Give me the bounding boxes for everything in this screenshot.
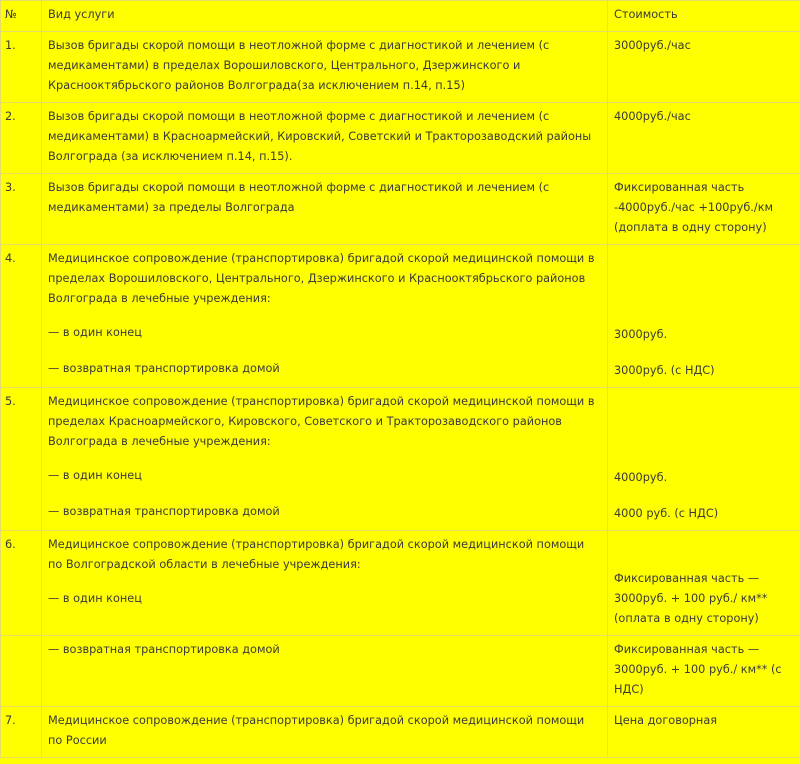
table-row	[1, 636, 800, 707]
row-num: 7.	[1, 707, 42, 758]
table-row	[1, 388, 800, 531]
row-price: Фиксированная часть — 3000руб. + 100 руб./ км** (с НДС)	[608, 636, 800, 707]
row-service	[42, 245, 608, 388]
row-service: Вызов бригады скорой помощи в неотложной форме с диагностикой и лечением (с медикаментами) в пределах Ворошиловского, Центрального, Дзержинского и Краснооктябрьского районов Волгограда(за исключением п.14, п.15)	[42, 32, 608, 103]
row-service: Вызов бригады скорой помощи в неотложной форме с диагностикой и лечением (с медикаментами) за пределы Волгограда	[42, 174, 608, 245]
row-num: 5.	[1, 388, 42, 531]
row-price-one-way: 3000руб.	[614, 328, 668, 341]
row-service: Вызов бригады скорой помощи в неотложной форме с диагностикой и лечением (с медикаментами) в Красноармейский, Кировский, Советский и Тракторозаводский районы Волгограда (за исключением п.14, п.15).	[42, 103, 608, 174]
table-header-row	[1, 1, 800, 32]
row-price: Цена договорная	[608, 707, 800, 758]
header-num: №	[1, 1, 42, 32]
row-service	[42, 388, 608, 531]
row-price-return: 4000 руб. (с НДС)	[614, 507, 719, 520]
row-price	[608, 388, 800, 531]
row-num: 1.	[1, 32, 42, 103]
row-price: Фиксированная часть -4000руб./час +100руб./км (доплата в одну сторону)	[608, 174, 800, 245]
table-row	[1, 174, 800, 245]
row-sub-return: — возвратная транспортировка домой	[48, 505, 280, 518]
row-sub-one-way: — в один конец	[48, 326, 142, 339]
row-price	[608, 245, 800, 388]
row-price-one-way: Фиксированная часть — 3000руб. + 100 руб./ км** (оплата в одну сторону)	[614, 572, 768, 625]
row-service: — возвратная транспортировка домой	[42, 636, 608, 707]
header-price: Стоимость	[608, 1, 800, 32]
row-num: 3.	[1, 174, 42, 245]
row-service-text: Медицинское сопровождение (транспортировка) бригадой скорой медицинской помощи в пределах Ворошиловского, Центрального, Дзержинского и Краснооктябрьского районов Волгограда в лечебные учреждения:	[48, 252, 595, 305]
row-service-text: Медицинское сопровождение (транспортировка) бригадой скорой медицинской помощи по Волгоградской области в лечебные учреждения:	[48, 538, 585, 571]
row-price	[608, 531, 800, 636]
row-num: 4.	[1, 245, 42, 388]
row-num: 2.	[1, 103, 42, 174]
row-sub-one-way: — в один конец	[48, 592, 142, 605]
row-price-return: 3000руб. (с НДС)	[614, 364, 715, 377]
table-row	[1, 103, 800, 174]
row-price: 3000руб./час	[608, 32, 800, 103]
row-num	[1, 636, 42, 707]
table-row	[1, 707, 800, 758]
row-service: Медицинское сопровождение (транспортировка) бригадой скорой медицинской помощи по России	[42, 707, 608, 758]
row-price-one-way: 4000руб.	[614, 471, 668, 484]
row-service-text: Медицинское сопровождение (транспортировка) бригадой скорой медицинской помощи в пределах Красноармейского, Кировского, Советского и Тракторозаводского районов Волгограда в лечебные учреждения:	[48, 395, 595, 448]
header-service: Вид услуги	[42, 1, 608, 32]
table-row	[1, 32, 800, 103]
row-price: 4000руб./час	[608, 103, 800, 174]
table-row	[1, 245, 800, 388]
row-sub-return: — возвратная транспортировка домой	[48, 362, 280, 375]
row-service	[42, 531, 608, 636]
row-num: 6.	[1, 531, 42, 636]
row-sub-one-way: — в один конец	[48, 469, 142, 482]
table-row	[1, 531, 800, 636]
